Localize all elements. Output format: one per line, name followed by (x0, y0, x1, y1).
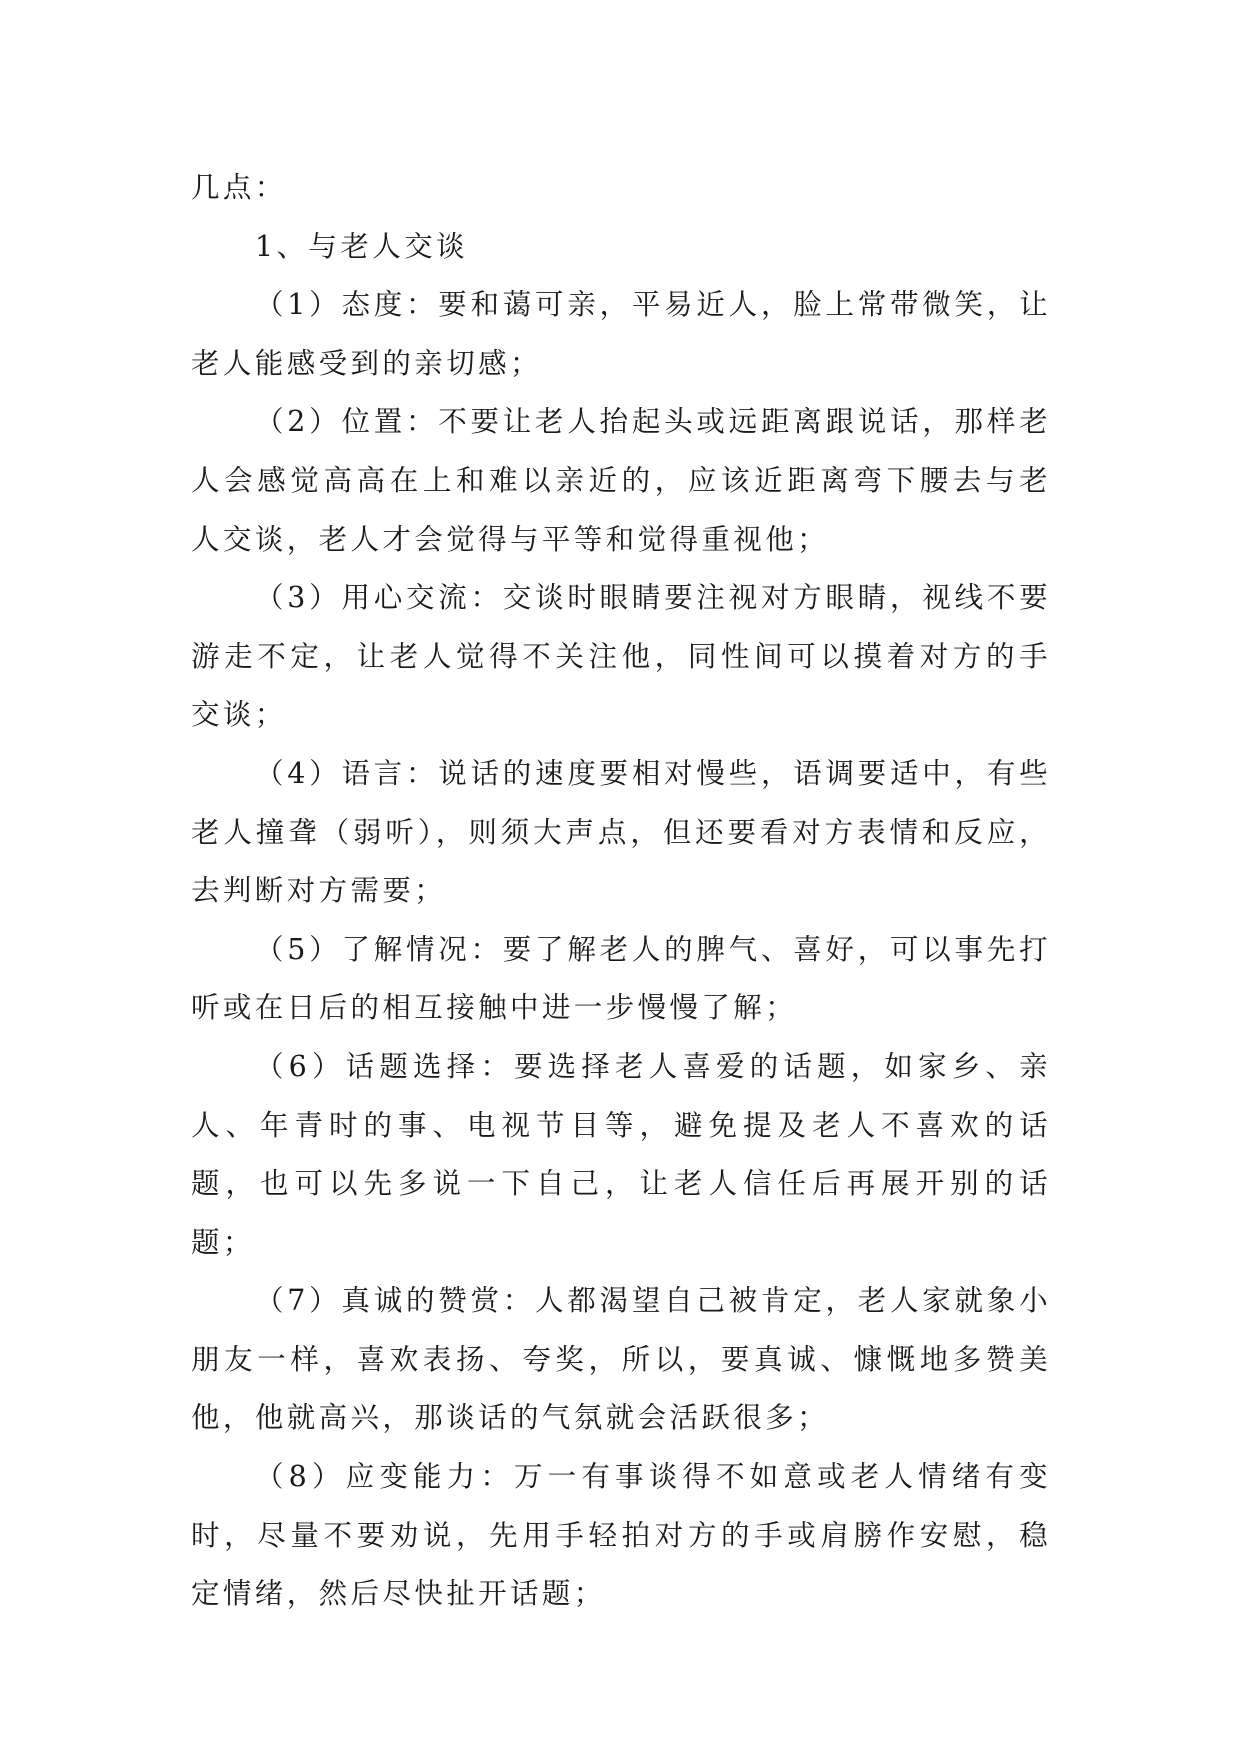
paragraph-item-6: （6）话题选择：要选择老人喜爱的话题，如家乡、亲人、年青时的事、电视节目等，避免提及老人不喜欢的话题，也可以先多说一下自己，让老人信任后再展开别的话题； (191, 1049, 1051, 1259)
paragraph-item-1: （1）态度：要和蔼可亲，平易近人，脸上常带微笑，让老人能感受到的亲切感； (191, 288, 1051, 380)
document-body (191, 159, 1051, 1624)
paragraph-item-2: （2）位置：不要让老人抬起头或远距离跟说话，那样老人会感觉高高在上和难以亲近的，应该近距离弯下腰去与老人交谈，老人才会觉得与平等和觉得重视他； (191, 405, 1051, 556)
paragraph-item-8: （8）应变能力：万一有事谈得不如意或老人情绪有变时，尽量不要劝说，先用手轻拍对方的手或肩膀作安慰，稳定情绪，然后尽快扯开话题； (191, 1460, 1051, 1611)
paragraph-item-5: （5）了解情况：要了解老人的脾气、喜好，可以事先打听或在日后的相互接触中进一步慢慢了解； (191, 932, 1051, 1025)
paragraph-intro: 几点： (191, 171, 287, 204)
paragraph-item-4: （4）语言：说话的速度要相对慢些，语调要适中，有些老人撞聋（弱听），则须大声点，但还要看对方表情和反应，去判断对方需要； (191, 756, 1051, 908)
paragraph-item-3: （3）用心交流：交谈时眼睛要注视对方眼睛，视线不要游走不定，让老人觉得不关注他，同性间可以摸着对方的手交谈； (191, 581, 1051, 732)
section-heading: 1、与老人交谈 (255, 229, 468, 263)
paragraph-item-7: （7）真诚的赞赏：人都渴望自己被肯定，老人家就象小朋友一样，喜欢表扬、夸奖，所以，要真诚、慷慨地多赞美他，他就高兴，那谈话的气氛就会活跃很多； (191, 1284, 1051, 1435)
